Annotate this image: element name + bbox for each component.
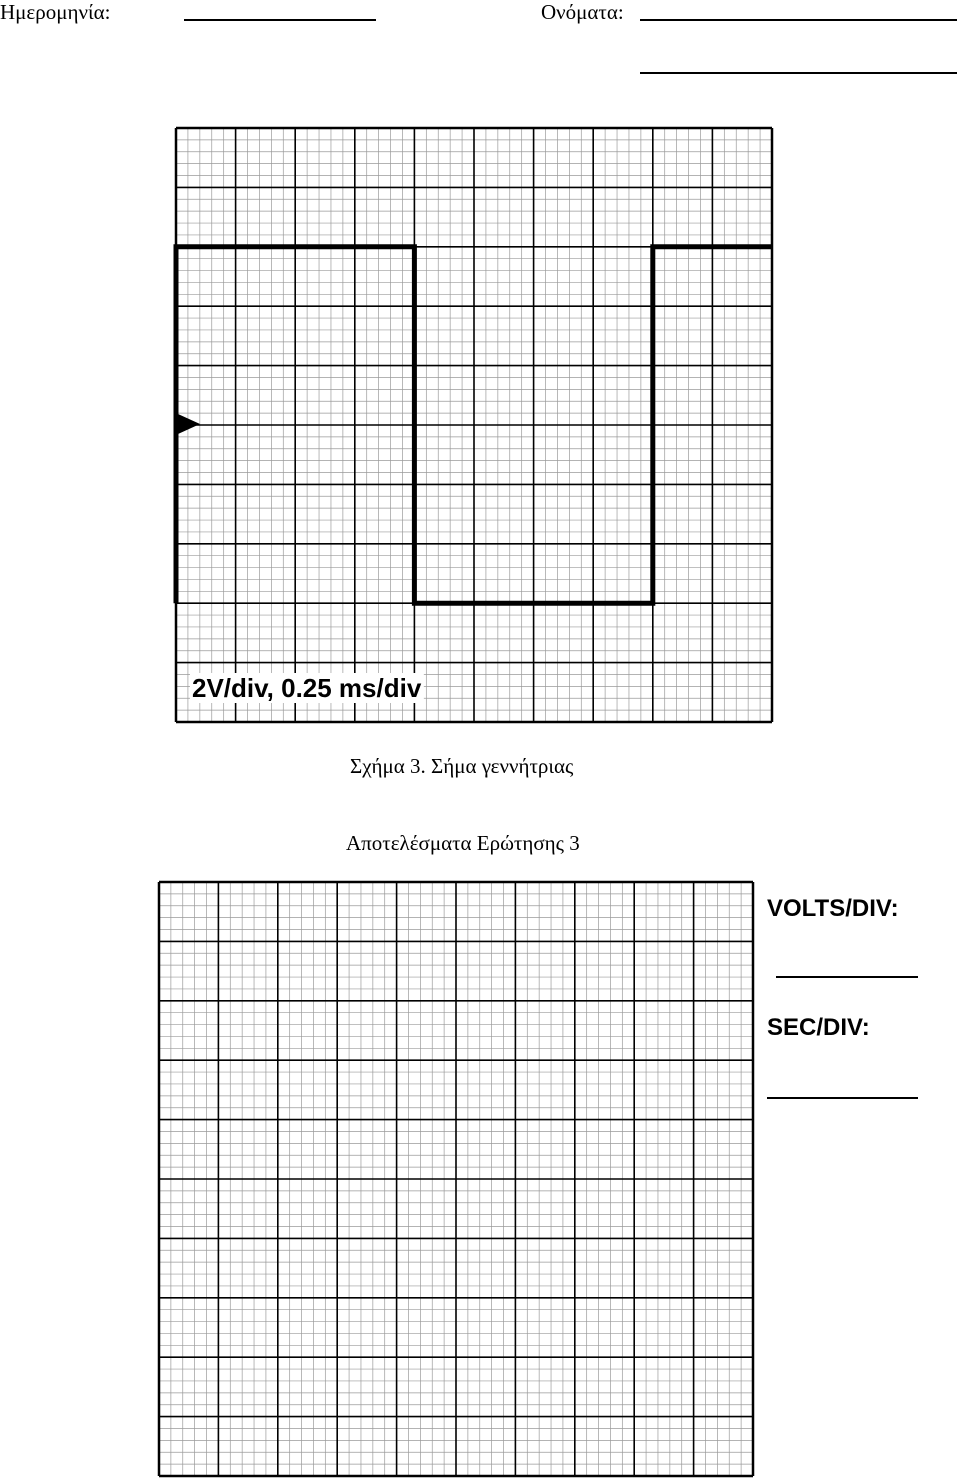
results-title: Αποτελέσματα Ερώτησης 3 xyxy=(346,831,580,855)
scope-setting-label: 2V/div, 0.25 ms/div xyxy=(192,673,422,703)
names-field-line-1[interactable] xyxy=(640,19,957,21)
volts-div-label: VOLTS/DIV: xyxy=(767,895,899,922)
volts-div-field-line[interactable] xyxy=(776,976,918,978)
names-field-line-2[interactable] xyxy=(640,72,957,74)
results-grid[interactable] xyxy=(159,882,753,1476)
sec-div-field-line[interactable] xyxy=(767,1097,918,1099)
sec-div-label: SEC/DIV: xyxy=(767,1014,870,1041)
ground-marker-icon xyxy=(178,414,200,434)
figure-caption: Σχήμα 3. Σήμα γεννήτριας xyxy=(350,754,574,778)
oscilloscope-figure xyxy=(176,128,772,722)
date-label: Ημερομηνία: xyxy=(0,0,111,24)
grid-major xyxy=(159,882,753,1476)
names-label: Ονόματα: xyxy=(541,0,624,24)
grid-major xyxy=(176,128,772,722)
date-field-line[interactable] xyxy=(184,19,376,21)
